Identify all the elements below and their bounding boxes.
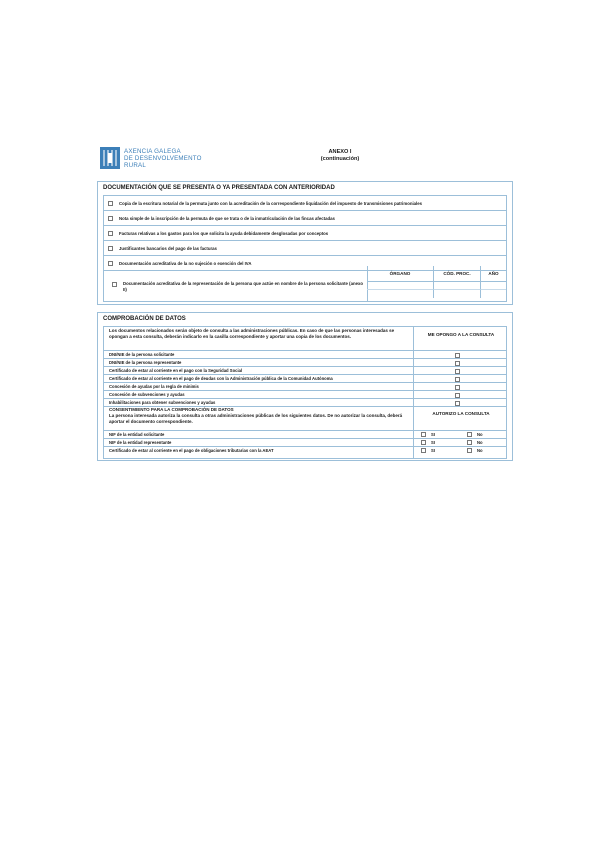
doc-item-label: Nota simple de la inscripción de la permuta de que se trata o de la inmatriculación de las fincas afectadas [119, 215, 335, 221]
consult-item-label: Concesión de subvenciones y ayudas [109, 392, 185, 397]
oppose-checkbox[interactable] [455, 393, 460, 398]
logo-line-2: DE DESENVOLVEMENTO [124, 154, 202, 162]
year-input[interactable] [481, 290, 506, 298]
consult-row [103, 359, 507, 367]
verification-table [103, 326, 507, 459]
consent-item-label: NIF de la entidad solicitante [109, 432, 165, 437]
consent-title: CONSENTIMIENTO PARA LA COMPROBACIÓN DE DATOS [109, 407, 234, 412]
oppose-checkbox[interactable] [455, 377, 460, 382]
consult-row [103, 351, 507, 359]
doc-checkbox[interactable] [108, 246, 113, 251]
consult-row [103, 375, 507, 383]
yes-checkbox[interactable] [421, 440, 426, 445]
documentation-list [103, 195, 507, 302]
yes-label: SI [431, 448, 435, 453]
no-checkbox[interactable] [467, 448, 472, 453]
oppose-checkbox[interactable] [455, 401, 460, 406]
consent-item-label: NIF de la entidad representante [109, 440, 172, 445]
no-checkbox[interactable] [467, 432, 472, 437]
data-verification-section [97, 312, 513, 461]
data-verification-title: COMPROBACIÓN DE DATOS [103, 316, 186, 322]
annex-subtitle: (continuación) [320, 156, 360, 162]
consult-row [103, 399, 507, 407]
doc-checkbox[interactable] [108, 201, 113, 206]
consent-item-row [103, 447, 507, 455]
consult-item-label: Inhabilitaciones para obtener subvenciones y ayudas [109, 400, 216, 405]
consent-item-row [103, 439, 507, 447]
consent-item-label: Certificado de estar al corriente en el pago de obligaciones tributarias con la AEAT [109, 448, 274, 453]
proc-code-input[interactable] [434, 290, 481, 298]
consult-row [103, 383, 507, 391]
doc-item[interactable] [104, 211, 506, 226]
doc-checkbox[interactable] [108, 261, 113, 266]
authorize-header: AUTORIZO LA CONSULTA [432, 411, 490, 416]
logo-line-1: AXENCIA GALEGA [124, 147, 181, 155]
organ-input[interactable] [367, 290, 434, 298]
consult-item-label: DNI/NIE de la persona representante [109, 360, 182, 365]
oppose-checkbox[interactable] [455, 385, 460, 390]
consult-item-label: Certificado de estar al corriente en el pago de deudas con la Administración pública de la Comunidad Autónoma [109, 376, 333, 381]
doc-item[interactable] [104, 226, 506, 241]
doc-item[interactable] [104, 241, 506, 256]
no-label: No [477, 448, 483, 453]
galicia-emblem-icon [100, 147, 120, 169]
doc-checkbox[interactable] [108, 231, 113, 236]
doc-item-label: Facturas relativas a los gastos para los que solicita la ayuda debidamente desglosadas por conceptos [119, 230, 329, 236]
oppose-checkbox[interactable] [455, 361, 460, 366]
representation-row [104, 266, 506, 301]
yes-checkbox[interactable] [421, 432, 426, 437]
oppose-header: ME OPONGO A LA CONSULTA [427, 332, 495, 337]
organ-column-header: ÓRGANO [367, 266, 434, 282]
doc-item-label: Justificantes bancarios del pago de las facturas [119, 245, 217, 251]
year-input[interactable] [481, 282, 506, 290]
organ-input[interactable] [367, 282, 434, 290]
doc-checkbox[interactable] [108, 216, 113, 221]
yes-checkbox[interactable] [421, 448, 426, 453]
consult-item-label: Certificado de estar al corriente en el pago con la Seguridad Social [109, 368, 243, 373]
yes-option[interactable] [421, 448, 435, 453]
consult-item-label: Concesión de ayudas por la regla de minimis [109, 384, 199, 389]
logo-line-3: RURAL [124, 161, 146, 169]
year-column-header: AÑO [481, 266, 506, 282]
no-option[interactable] [467, 448, 483, 453]
consent-text: La persona interesada autoriza la consulta a otras administraciones públicas de los siguientes datos. De no autorizar la consulta, deberá aportar el documento correspondiente. [109, 413, 403, 424]
doc-item-label: Documentación acreditativa de la no sujeción o exención del IVA [119, 260, 252, 266]
consult-item-label: DNI/NIE de la persona solicitante [109, 352, 175, 357]
yes-label: SI [431, 440, 435, 445]
documentation-section [97, 181, 513, 305]
no-label: No [477, 440, 483, 445]
oppose-checkbox[interactable] [455, 353, 460, 358]
intro-text: Los documentos relacionados serán objeto de consulta a las administraciones públicas. En caso de que las personas interesadas se opongan a esta consulta, deberán indicarlo en la casilla correspondiente y aportar una copia de los documentos. [109, 328, 395, 339]
no-option[interactable] [467, 440, 483, 445]
documentation-section-title: DOCUMENTACIÓN QUE SE PRESENTA O YA PRESENTADA CON ANTERIORIDAD [103, 185, 335, 191]
yes-label: SI [431, 432, 435, 437]
proc-code-input[interactable] [434, 282, 481, 290]
no-option[interactable] [467, 432, 483, 437]
representation-cell [104, 266, 368, 301]
consent-row [103, 407, 507, 431]
consult-row [103, 367, 507, 375]
agency-name [124, 148, 202, 169]
doc-item-label: Copia de la escritura notarial de la permuta junto con la acreditación de la correspondiente liquidación del impuesto de transmisiones patrimoniales [119, 200, 423, 206]
yes-option[interactable] [421, 432, 435, 437]
representation-label: Documentación acreditativa de la representación de la persona que actúe en nombre de la persona solicitante (anexo II) [123, 281, 363, 292]
annex-heading [300, 149, 380, 163]
consent-item-row [103, 431, 507, 439]
annex-title: ANEXO I [328, 149, 352, 155]
doc-item[interactable] [104, 196, 506, 211]
proc-code-column-header: CÓD. PROC. [434, 266, 481, 282]
representation-checkbox[interactable] [112, 282, 117, 287]
no-checkbox[interactable] [467, 440, 472, 445]
yes-option[interactable] [421, 440, 435, 445]
intro-row [103, 326, 507, 351]
consult-row [103, 391, 507, 399]
oppose-checkbox[interactable] [455, 369, 460, 374]
agency-logo [100, 147, 202, 169]
no-label: No [477, 432, 483, 437]
